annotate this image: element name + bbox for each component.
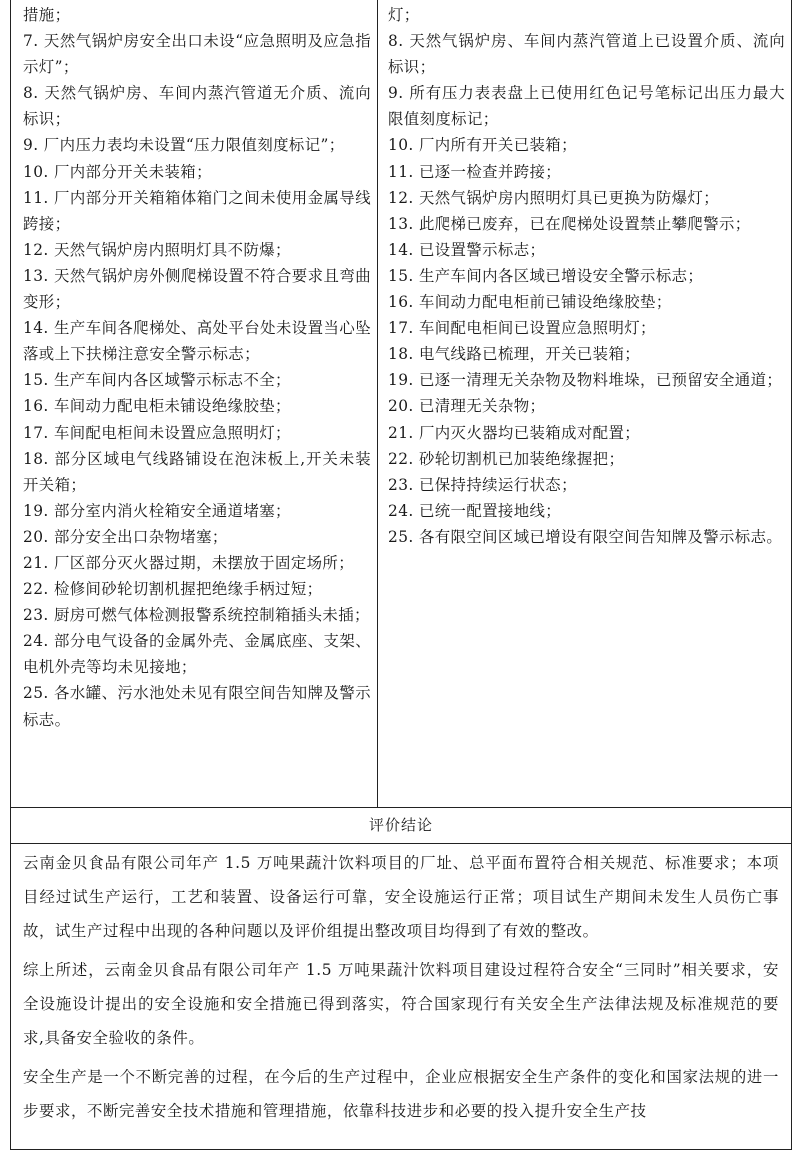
issue-item: 10. 厂内部分开关未装箱； bbox=[23, 162, 212, 181]
rectification-item: 15. 生产车间内各区域已增设安全警示标志； bbox=[388, 266, 704, 285]
rectification-item: 20. 已清理无关杂物； bbox=[388, 397, 546, 416]
issue-item: 15. 生产车间内各区域警示标志不全； bbox=[23, 371, 291, 390]
issue-item: 7. 天然气锅炉房安全出口未设“应急照明及应急指示灯”； bbox=[23, 32, 371, 77]
rectification-item: 25. 各有限空间区域已增设有限空间告知牌及警示标志。 bbox=[388, 527, 783, 546]
rectification-item: 18. 电气线路已梳理，开关已装箱； bbox=[388, 345, 641, 364]
conclusion-paragraph: 综上所述，云南金贝食品有限公司年产 1.5 万吨果蔬汁饮料项目建设过程符合安全“三同时”相关要求，安全设施设计提出的安全设施和安全措施已得到落实，符合国家现行有关安全生产法律法规及标准规范的要求,具备安全验收的条件。 bbox=[23, 961, 779, 1047]
rectification-item: 24. 已统一配置接地线； bbox=[388, 501, 562, 520]
conclusion-paragraph: 安全生产是一个不断完善的过程，在今后的生产过程中，企业应根据安全生产条件的变化和国家法规的进一步要求，不断完善安全技术措施和管理措施，依靠科技进步和必要的投入提升安全生产技 bbox=[23, 1068, 779, 1120]
rectification-item: 16. 车间动力配电柜前已铺设绝缘胶垫； bbox=[388, 293, 672, 312]
rectification-item: 11. 已逐一检查并跨接； bbox=[388, 162, 562, 181]
issue-item: 21. 厂区部分灭火器过期，未摆放于固定场所； bbox=[23, 553, 354, 572]
issue-item: 22. 检修间砂轮切割机握把绝缘手柄过短； bbox=[23, 580, 323, 599]
rectification-item: 19. 已逐一清理无关杂物及物料堆垛，已预留安全通道； bbox=[388, 371, 783, 390]
assessment-table bbox=[10, 0, 792, 1150]
issues-rectification-row bbox=[11, 0, 791, 807]
issue-item: 23. 厨房可燃气体检测报警系统控制箱插头未插； bbox=[23, 606, 370, 625]
issue-item: 20. 部分安全出口杂物堵塞； bbox=[23, 527, 228, 546]
rectification-item: 22. 砂轮切割机已加装绝缘握把； bbox=[388, 449, 625, 468]
conclusion-paragraph: 云南金贝食品有限公司年产 1.5 万吨果蔬汁饮料项目的厂址、总平面布置符合相关规范、标准要求；本项目经过试生产运行，工艺和装置、设备运行可靠，安全设施运行正常；项目试生产期间未发生人员伤亡事故，试生产过程中出现的各种问题以及评价组提出整改项目均得到了有效的整改。 bbox=[23, 854, 779, 940]
rectification-item: 10. 厂内所有开关已装箱； bbox=[388, 136, 577, 155]
rectification-item: 21. 厂内灭火器均已装箱成对配置； bbox=[388, 423, 641, 442]
issue-item: 16. 车间动力配电柜未铺设绝缘胶垫； bbox=[23, 397, 291, 416]
rectification-item: 14. 已设置警示标志； bbox=[388, 240, 546, 259]
issue-item: 25. 各水罐、污水池处未见有限空间告知牌及警示标志。 bbox=[23, 684, 371, 729]
conclusion-heading: 评价结论 bbox=[11, 807, 791, 844]
rectification-item: 9. 所有压力表表盘上已使用红色记号笔标记出压力最大限值刻度标记； bbox=[388, 84, 785, 129]
issue-item: 18. 部分区域电气线路铺设在泡沫板上,开关未装开关箱； bbox=[23, 449, 371, 494]
issue-item: 9. 厂内压力表均未设置“压力限值刻度标记”； bbox=[23, 136, 345, 155]
issue-item: 24. 部分电气设备的金属外壳、金属底座、支架、电机外壳等均未见接地； bbox=[23, 632, 371, 677]
rectification-item: 13. 此爬梯已废弃，已在爬梯处设置禁止攀爬警示； bbox=[388, 214, 751, 233]
rectification-column bbox=[378, 0, 791, 807]
rectification-item: 17. 车间配电柜间已设置应急照明灯； bbox=[388, 319, 656, 338]
issue-item: 12. 天然气锅炉房内照明灯具不防爆； bbox=[23, 240, 291, 259]
issue-item: 13. 天然气锅炉房外侧爬梯设置不符合要求且弯曲变形； bbox=[23, 266, 371, 312]
issue-item: 8. 天然气锅炉房、车间内蒸汽管道无介质、流向标识； bbox=[23, 84, 371, 129]
issue-item: 17. 车间配电柜间未设置应急照明灯； bbox=[23, 423, 291, 442]
issue-item: 11. 厂内部分开关箱箱体箱门之间未使用金属导线跨接； bbox=[23, 188, 371, 233]
rectification-item: 12. 天然气锅炉房内照明灯具已更换为防爆灯； bbox=[388, 188, 719, 207]
issues-column bbox=[11, 0, 378, 807]
issue-item: 措施； bbox=[23, 6, 71, 24]
issue-item: 19. 部分室内消火栓箱安全通道堵塞； bbox=[23, 501, 291, 520]
rectification-item: 8. 天然气锅炉房、车间内蒸汽管道上已设置介质、流向标识； bbox=[388, 32, 785, 77]
issue-item: 14. 生产车间各爬梯处、高处平台处未设置当心坠落或上下扶梯注意安全警示标志； bbox=[23, 319, 371, 364]
rectification-item: 23. 已保持持续运行状态； bbox=[388, 475, 577, 494]
conclusion-body bbox=[11, 846, 791, 1133]
rectification-item: 灯； bbox=[388, 6, 420, 24]
